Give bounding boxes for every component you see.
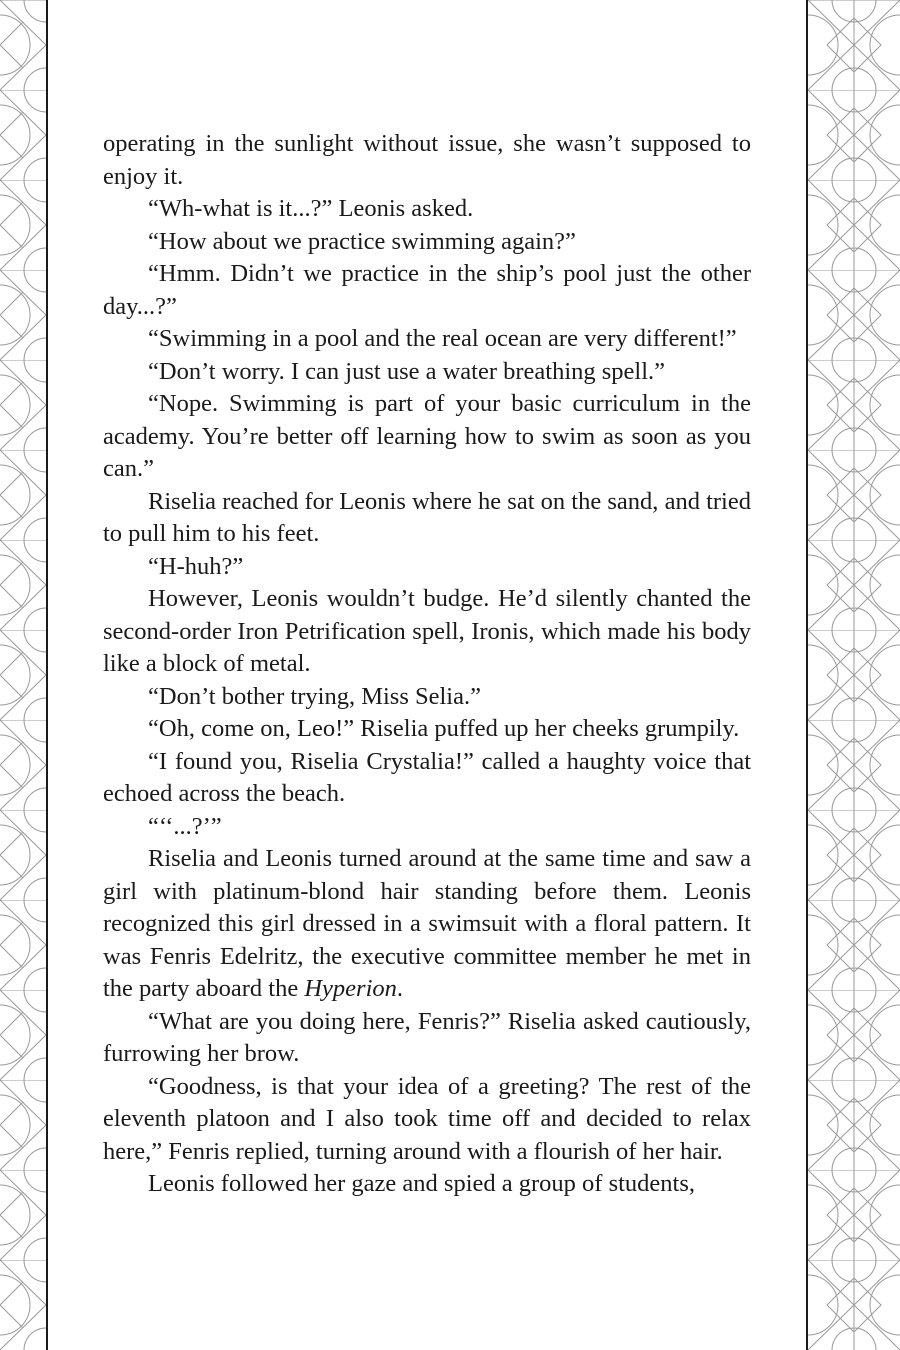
page-text bbox=[103, 128, 751, 1201]
paragraph bbox=[103, 843, 751, 1006]
paragraph: “I found you, Riselia Crystalia!” called a haughty voice that echoed across the beach. bbox=[103, 747, 751, 807]
paragraph: “What are you doing here, Fenris?” Riselia asked cautiously, furrowing her brow. bbox=[103, 1007, 751, 1067]
paragraph: “Don’t worry. I can just use a water breathing spell.” bbox=[148, 357, 666, 385]
paragraph: “How about we practice swimming again?” bbox=[148, 227, 576, 255]
paragraph: “H-huh?” bbox=[148, 552, 244, 580]
right-border-pattern bbox=[808, 0, 900, 1350]
paragraph: “Nope. Swimming is part of your basic curriculum in the academy. You’re better off learning how to swim as soon as you can.” bbox=[103, 390, 751, 482]
paragraph: However, Leonis wouldn’t budge. He’d silently chanted the second-order Iron Petrification spell, Ironis, which made his body like a block of metal. bbox=[103, 585, 751, 677]
paragraph: Leonis followed her gaze and spied a group of students, bbox=[148, 1170, 696, 1197]
paragraph: Riselia reached for Leonis where he sat on the sand, and tried to pull him to his feet. bbox=[103, 487, 751, 547]
ship-name: Hyperion bbox=[304, 975, 397, 1002]
paragraph: “Oh, come on, Leo!” Riselia puffed up her cheeks grumpily. bbox=[148, 715, 740, 742]
paragraph: “‘‘...?’” bbox=[148, 812, 222, 840]
paragraph: “Wh-what is it...?” Leonis asked. bbox=[148, 195, 474, 222]
paragraph-text: . bbox=[396, 975, 404, 1002]
paragraph: operating in the sunlight without issue, she wasn’t supposed to enjoy it. bbox=[103, 130, 751, 190]
paragraph: “Goodness, is that your idea of a greeting? The rest of the eleventh platoon and I also took time off and decided to relax here,” Fenris replied, turning around with a flourish of her hair. bbox=[103, 1072, 751, 1165]
left-border-pattern bbox=[0, 0, 46, 1350]
paragraph: “Don’t bother trying, Miss Selia.” bbox=[148, 682, 481, 710]
paragraph: “Hmm. Didn’t we practice in the ship’s pool just the other day...?” bbox=[103, 260, 751, 320]
paragraph: “Swimming in a pool and the real ocean are very different!” bbox=[148, 325, 737, 352]
paragraph-text: Riselia and Leonis turned around at the same time and saw a girl with platinum-blond hair standing before them. Leonis recognized this girl dressed in a swimsuit with a floral pattern. It was Fenris Edelritz, the executive committee member he met in the party aboard the bbox=[103, 845, 751, 1002]
